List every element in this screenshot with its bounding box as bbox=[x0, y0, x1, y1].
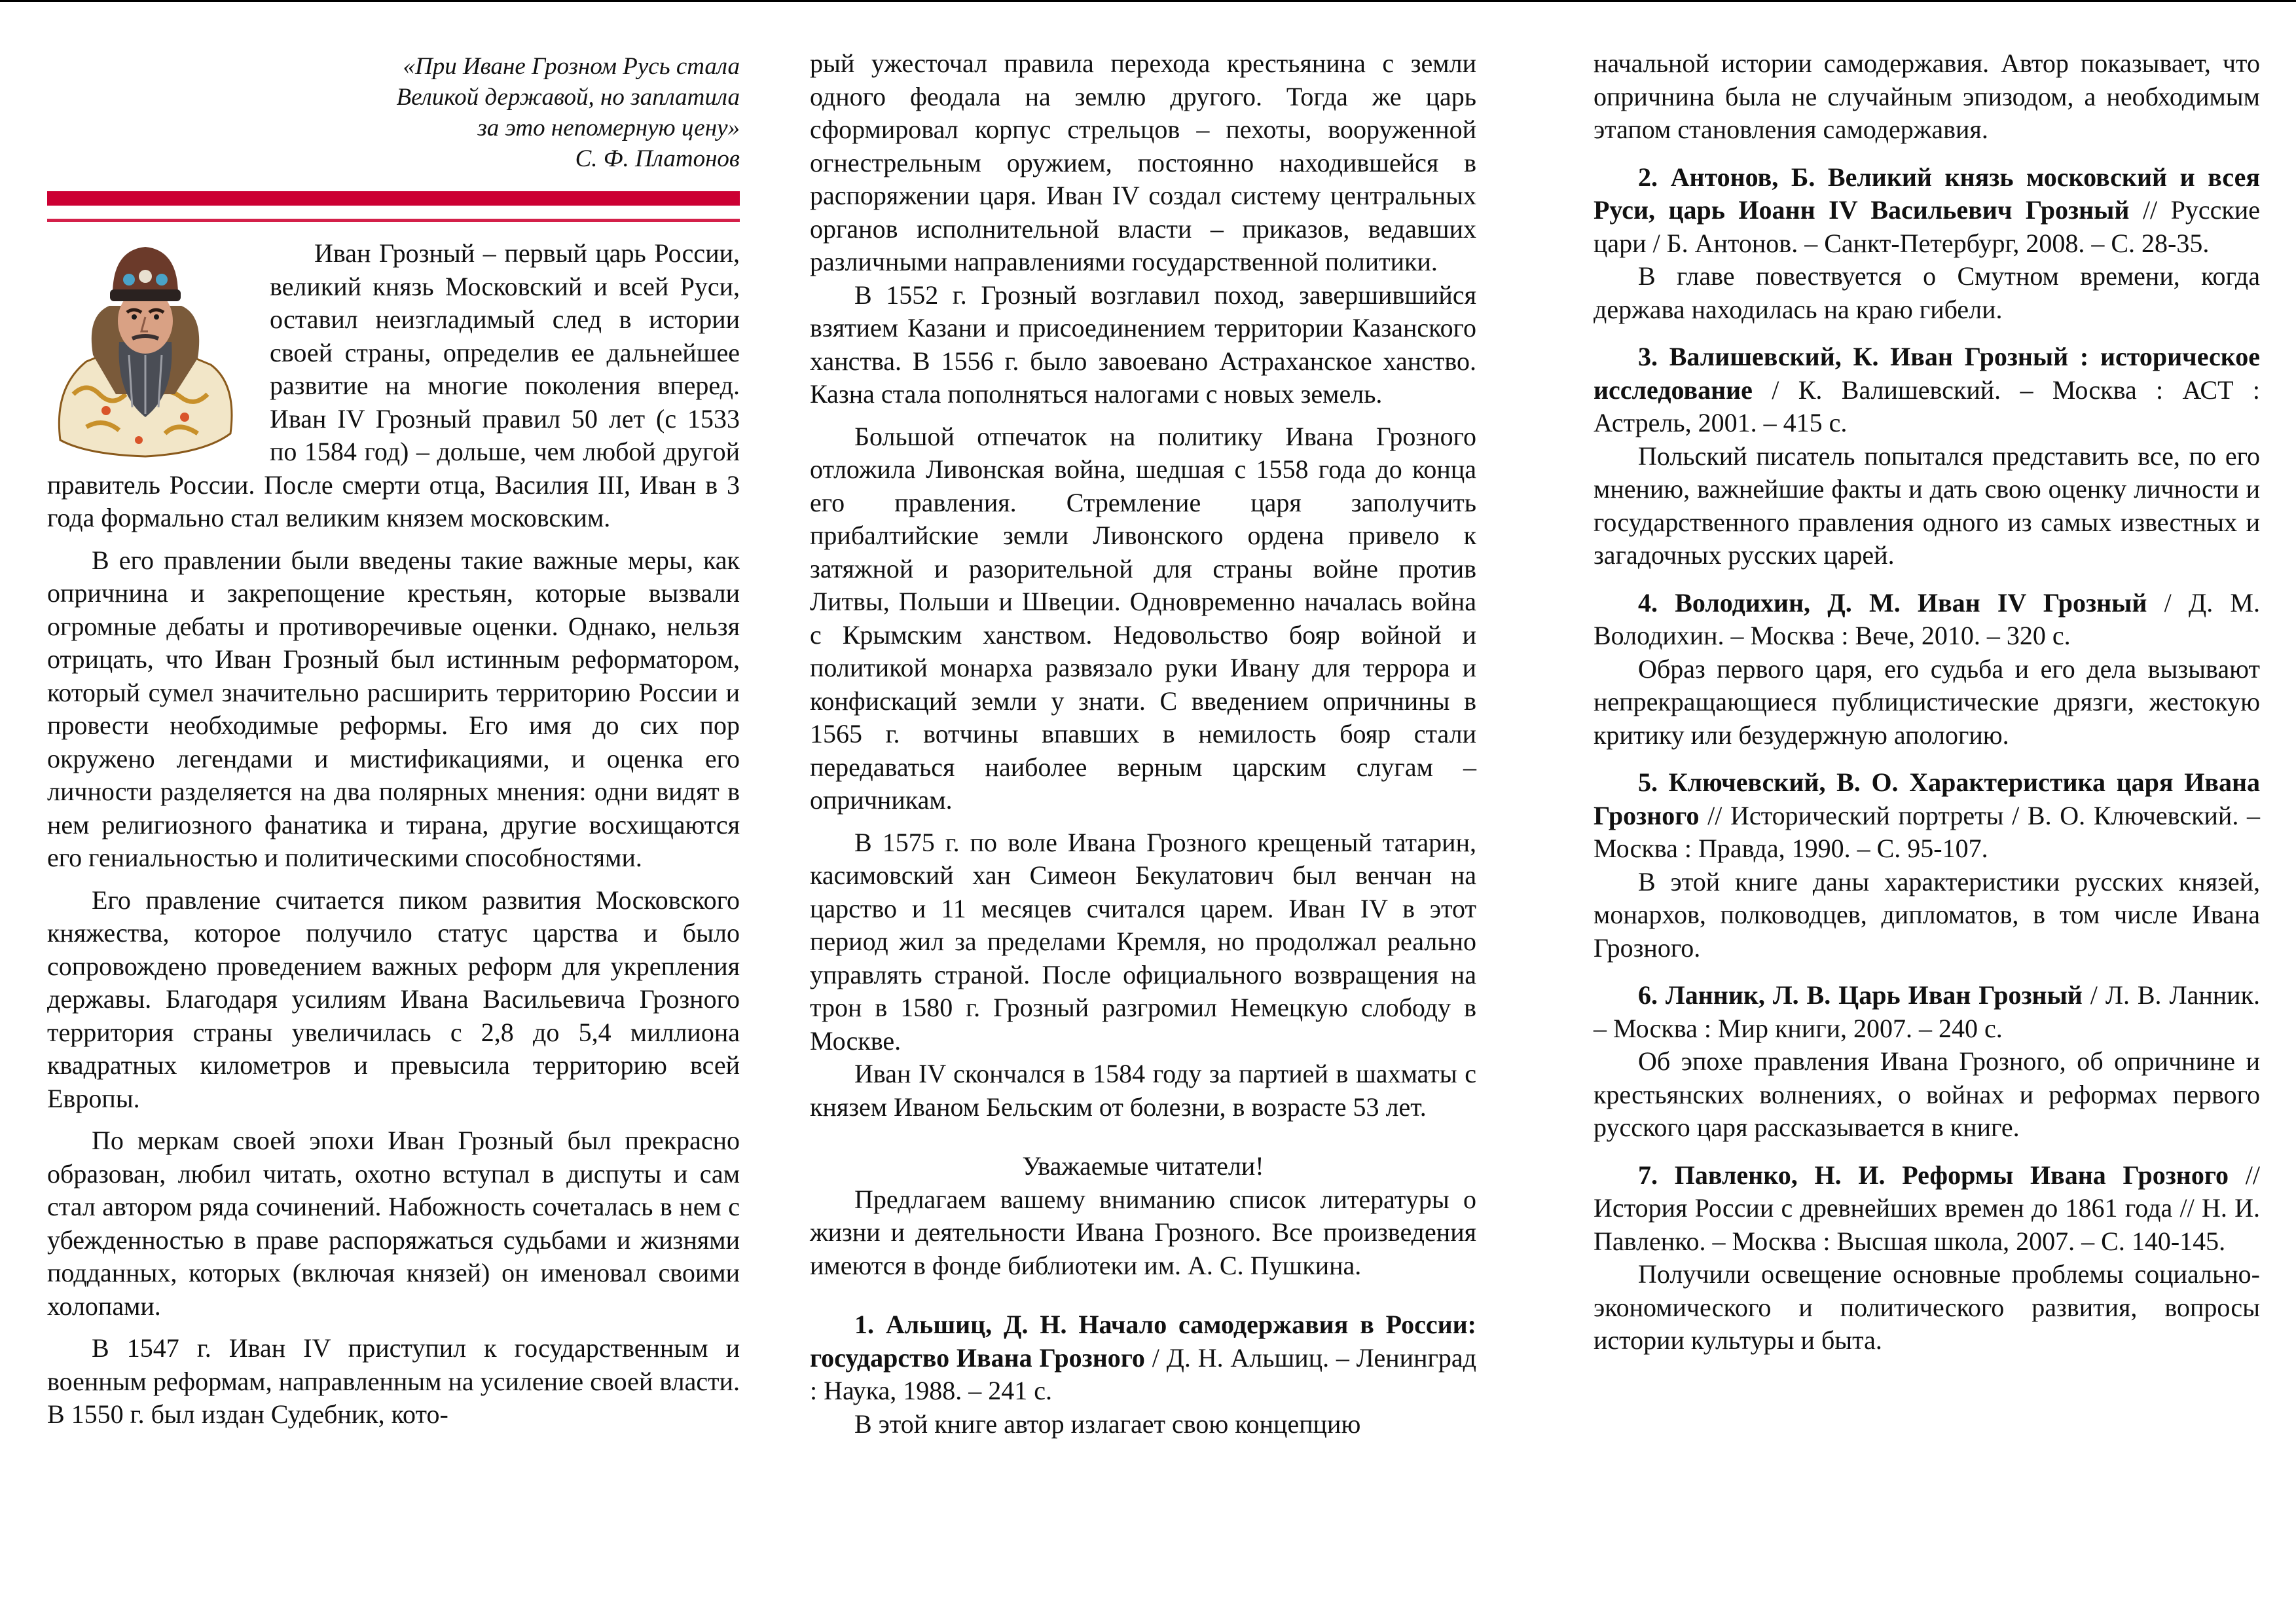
bibliography-entry bbox=[1594, 587, 2260, 752]
column-3-text bbox=[1594, 47, 2260, 1357]
bibliography-entry bbox=[1594, 1159, 2260, 1357]
epigraph-line: «При Иване Грозном Русь стала bbox=[403, 53, 740, 80]
entry-details: / Д. Н. Альшиц. – Ленинград : Наука, 1988. – 241 с. bbox=[810, 1342, 1477, 1405]
intro-article bbox=[47, 237, 740, 1431]
entry-details: / Д. М. Володихин. – Москва : Вече, 2010. – 320 с. bbox=[1594, 587, 2260, 650]
entry-title: 7. Павленко, Н. И. Реформы Ивана Грозного bbox=[1638, 1160, 2229, 1190]
entry-annotation: Получили освещение основные проблемы социально-экономического и политического развития, вопросы истории культуры и быта. bbox=[1594, 1259, 2260, 1355]
entry-title: 3. Валишевский, К. Иван Грозный : историческое исследование bbox=[1594, 342, 2260, 405]
paragraph: В 1575 г. по воле Ивана Грозного крещеный татарин, касимовский хан Симеон Бекулатович был венчан на царство и 11 месяцев считался царем. Иван IV в этот период жил за пределами Кремля, но продолжал реально управлять страной. После официального возвращения на трон в 1580 г. Грозный разгромил Немецкую слободу в Москве. bbox=[810, 827, 1476, 1056]
paragraph: Иван IV скончался в 1584 году за партией в шахматы с князем Иваном Бельским от болезни, в возрасте 53 лет. bbox=[810, 1059, 1476, 1122]
bibliography-entry bbox=[810, 1308, 1476, 1441]
epigraph-line: за это непомерную цену» bbox=[477, 115, 740, 141]
epigraph-author: С. Ф. Платонов bbox=[575, 145, 740, 172]
red-divider-thin bbox=[47, 219, 740, 222]
entry-annotation: Польский писатель попытался представить все, по его мнению, важнейшие факты и дать свою оценку личности и государственного правления одного из самых известных и загадочных русских царей. bbox=[1594, 441, 2260, 570]
entry-details: // История России с древнейших времен до 1861 года // Н. И. Павленко. – Москва : Высшая школа, 2007. – С. 140-145. bbox=[1594, 1160, 2261, 1256]
bibliography-entry bbox=[1594, 341, 2260, 572]
entry-annotation-start: В этой книге автор излагает свою концепцию bbox=[854, 1409, 1361, 1439]
bibliography-entry bbox=[1594, 979, 2260, 1145]
entry-details: // Русские цари / Б. Антонов. – Санкт-Петербург, 2008. – С. 28-35. bbox=[1594, 195, 2261, 258]
paragraph: Его правление считается пиком развития Московского княжества, которое получило статус царства и было сопровождено проведением важных реформ для укрепления державы. Благодаря усилиям Ивана Васильевича Грозного территория страны увеличилась с 2,8 до 5,4 миллиона квадратных километров и превысила территорию всей Европы. bbox=[47, 885, 740, 1113]
paragraph: По меркам своей эпохи Иван Грозный был прекрасно образован, любил читать, охотно вступал в диспуты и сам стал автором ряда сочинений. Набожность сочеталась в нем с убежденностью в праве распоряжаться судьбами и жизнями подданных, которых (включая князей) он именовал своими холопами. bbox=[47, 1126, 740, 1321]
bibliography-entry bbox=[1594, 766, 2260, 965]
paragraph: В его правлении были введены такие важные меры, как опричнина и закрепощение крестьян, которые вызвали огромные дебаты и противоречивые оценки. Однако, нельзя отрицать, что Иван Грозный был истинным реформатором, который сумел значительно расширить территорию России и провести необходимые реформы. Его имя до сих пор окружено легендами и мистификациями, и оценка его личности разделяется на два полярных мнения: одни видят в нем религиозного фанатика и тирана, другие восхищаются его гениальностью и политическими способностями. bbox=[47, 545, 740, 872]
entry-annotation: В этой книге даны характеристики русских князей, монархов, полководцев, дипломатов, в том числе Ивана Грозного. bbox=[1594, 866, 2260, 963]
paragraph: рый ужесточал правила перехода крестьянина с земли одного феодала на землю другого. Тогда же царь сформировал корпус стрельцов – пехоты, вооруженной огнестрельным оружием, постоянно находившейся в распоряжении царя. Иван IV создал систему центральных органов исполнительной власти – приказов, ведавших различными направлениями государственной политики. bbox=[810, 48, 1476, 276]
entry-title: 4. Володихин, Д. М. Иван IV Грозный bbox=[1638, 587, 2147, 618]
bibliography-entry bbox=[1594, 161, 2260, 327]
epigraph-line: Великой державой, но заплатила bbox=[396, 84, 740, 111]
entry-annotation: Об эпохе правления Ивана Грозного, об опричнине и крестьянских волнениях, о войнах и реформах первого русского царя рассказывается в книге. bbox=[1594, 1046, 2260, 1142]
entry-details: / Л. В. Ланник. – Москва : Мир книги, 2007. – 240 с. bbox=[1594, 980, 2260, 1043]
paragraph: Большой отпечаток на политику Ивана Грозного отложила Ливонская война, шедшая с 1558 года до конца его правления. Стремление царя заполучить прибалтийские земли Ливонского ордена привело к затяжной и разорительной для страны войне против Литвы, Польши и Швеции. Одновременно началась война с Крымским ханством. Недовольство бояр войной и политикой монарха развязало руки Ивану для террора и конфискаций земли у знати. С введением опричнины в 1565 г. вотчины впавших в немилость бояр стали передаваться наиболее верным царским слугам – опричникам. bbox=[810, 421, 1476, 815]
entry-details: / К. Валишевский. – Москва : АСТ : Астрель, 2001. – 415 с. bbox=[1594, 375, 2260, 437]
column-2 bbox=[810, 0, 1477, 1439]
paragraph: В 1547 г. Иван IV приступил к государственным и военным реформам, направленным на усиление своей власти. В 1550 г. был издан Судебник, кото- bbox=[47, 1333, 740, 1429]
column-2-text bbox=[810, 47, 1476, 1441]
readers-heading: Уважаемые читатели! bbox=[1022, 1151, 1264, 1181]
paragraph: Иван Грозный – первый царь России, великий князь Московский и всей Руси, оставил неизгладимый след в истории своей страны, определив ее дальнейшее развитие на многие поколения вперед. Иван IV Грозный правил 50 лет (с 1533 по 1584 год) – дольше, чем любой другой правитель России. После смерти отца, Василия III, Иван в 3 года формально стал великим князем московским. bbox=[47, 238, 740, 532]
paragraph: В 1552 г. Грозный возглавил поход, завершившийся взятием Казани и присоединением территории Казанского ханства. В 1556 г. было завоевано Астраханское ханство. Казна стала пополняться налогами с новых земель. bbox=[810, 280, 1476, 409]
red-divider-thick bbox=[47, 191, 740, 206]
entry-title: 5. Ключевский, В. О. Характеристика царя Ивана Грозного bbox=[1594, 767, 2260, 830]
epigraph bbox=[151, 51, 740, 174]
entry-title: 6. Ланник, Л. В. Царь Иван Грозный bbox=[1638, 980, 2083, 1010]
entry-details: // Исторический портреты / В. О. Ключевский. – Москва : Правда, 1990. – С. 95-107. bbox=[1594, 800, 2260, 863]
column-3 bbox=[1594, 0, 2261, 1355]
entry-annotation-continued: начальной истории самодержавия. Автор показывает, что опричнина была не случайным эпизодом, а необходимым этапом становления самодержавия. bbox=[1594, 48, 2260, 144]
entry-title: 1. Альшиц, Д. Н. Начало самодержавия в России: государство Ивана Грозного bbox=[810, 1310, 1476, 1373]
readers-intro: Предлагаем вашему вниманию список литературы о жизни и деятельности Ивана Грозного. Все произведения имеются в фонде библиотеки им. А. С. Пушкина. bbox=[810, 1184, 1476, 1280]
tsar-portrait-icon bbox=[47, 244, 244, 460]
entry-annotation: Образ первого царя, его судьба и его дела вызывают непрекращающиеся публицистические дрязги, жестокую критику или безудержную апологию. bbox=[1594, 654, 2260, 750]
entry-title: 2. Антонов, Б. Великий князь московский и всея Руси, царь Иоанн IV Васильевич Грозный bbox=[1594, 162, 2260, 225]
entry-annotation: В главе повествуется о Смутном времени, когда держава находилась на краю гибели. bbox=[1594, 261, 2260, 324]
